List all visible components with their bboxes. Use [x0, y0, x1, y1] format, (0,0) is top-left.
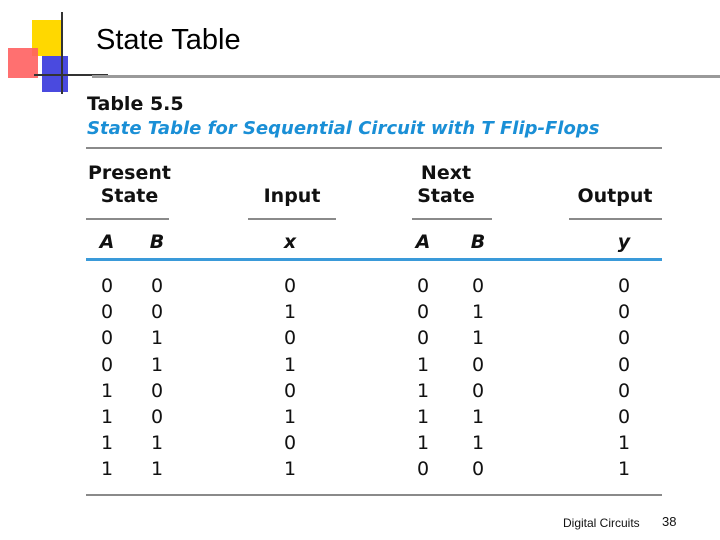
cell-A: 1 — [100, 379, 114, 402]
logo — [0, 0, 110, 100]
title-divider — [92, 75, 720, 78]
header-input: Input — [263, 185, 321, 207]
next-group-rule — [412, 218, 492, 220]
cell-B-next: 0 — [471, 353, 485, 376]
cell-x: 1 — [283, 406, 297, 428]
cell-x: 1 — [283, 353, 297, 376]
cell-A: 0 — [100, 301, 114, 324]
cell-B: 1 — [150, 432, 164, 455]
cell-A-next: 1 — [416, 379, 430, 402]
table-header-rule — [86, 258, 662, 261]
header-next-state — [406, 162, 486, 208]
header-present-line2: State — [100, 185, 159, 207]
cell-A-next: 0 — [416, 275, 430, 297]
cell-y: 1 — [617, 458, 631, 481]
cell-A-next: 0 — [416, 301, 430, 324]
cell-B: 1 — [150, 353, 164, 376]
cell-y: 0 — [617, 301, 631, 324]
cell-x: 1 — [283, 301, 297, 324]
var-x: x — [283, 231, 297, 253]
cell-A-next: 1 — [416, 406, 430, 428]
table-top-rule — [86, 147, 662, 149]
header-output: Output — [577, 185, 653, 207]
cell-A-next: 1 — [416, 432, 430, 455]
cell-B: 0 — [150, 379, 164, 402]
cell-A-next: 0 — [416, 458, 430, 481]
cell-B: 0 — [150, 406, 164, 428]
var-B: B — [149, 231, 165, 253]
cell-x: 0 — [283, 327, 297, 350]
cell-B-next: 1 — [471, 327, 485, 350]
logo-vertical-line — [61, 12, 63, 94]
cell-x: 1 — [283, 458, 297, 481]
table-bottom-rule — [86, 494, 662, 496]
header-present-line1: Present — [88, 162, 171, 184]
cell-B-next: 0 — [471, 458, 485, 481]
cell-B-next: 1 — [471, 406, 485, 428]
cell-B-next: 0 — [471, 275, 485, 297]
cell-B-next: 1 — [471, 301, 485, 324]
var-B-next: B — [470, 231, 486, 253]
cell-B: 1 — [150, 458, 164, 481]
cell-x: 0 — [283, 432, 297, 455]
cell-y: 0 — [617, 406, 631, 428]
cell-A: 0 — [100, 327, 114, 350]
input-group-rule — [248, 218, 336, 220]
cell-A: 1 — [100, 406, 114, 428]
cell-y: 0 — [617, 353, 631, 376]
var-A-next: A — [415, 231, 431, 253]
cell-A-next: 0 — [416, 327, 430, 350]
cell-B: 0 — [150, 275, 164, 297]
cell-A: 1 — [100, 432, 114, 455]
cell-y: 0 — [617, 327, 631, 350]
cell-A: 1 — [100, 458, 114, 481]
cell-y: 0 — [617, 275, 631, 297]
cell-x: 0 — [283, 379, 297, 402]
table-caption: State Table for Sequential Circuit with T Flip-Flops — [87, 118, 600, 139]
var-A: A — [99, 231, 115, 253]
slide-title: State Table — [96, 24, 241, 56]
footer-text: Digital Circuits — [563, 516, 640, 530]
cell-A: 0 — [100, 353, 114, 376]
present-group-rule — [86, 218, 169, 220]
header-present-state — [82, 162, 177, 208]
cell-B: 0 — [150, 301, 164, 324]
cell-B: 1 — [150, 327, 164, 350]
header-next-line1: Next — [420, 162, 472, 184]
header-next-line2: State — [417, 185, 475, 207]
cell-A: 0 — [100, 275, 114, 297]
cell-B-next: 1 — [471, 432, 485, 455]
page-number: 38 — [662, 514, 677, 529]
cell-B-next: 0 — [471, 379, 485, 402]
var-y: y — [617, 231, 631, 253]
cell-x: 0 — [283, 275, 297, 297]
cell-y: 0 — [617, 379, 631, 402]
cell-y: 1 — [617, 432, 631, 455]
output-group-rule — [569, 218, 662, 220]
cell-A-next: 1 — [416, 353, 430, 376]
table-label: Table 5.5 — [87, 93, 184, 115]
